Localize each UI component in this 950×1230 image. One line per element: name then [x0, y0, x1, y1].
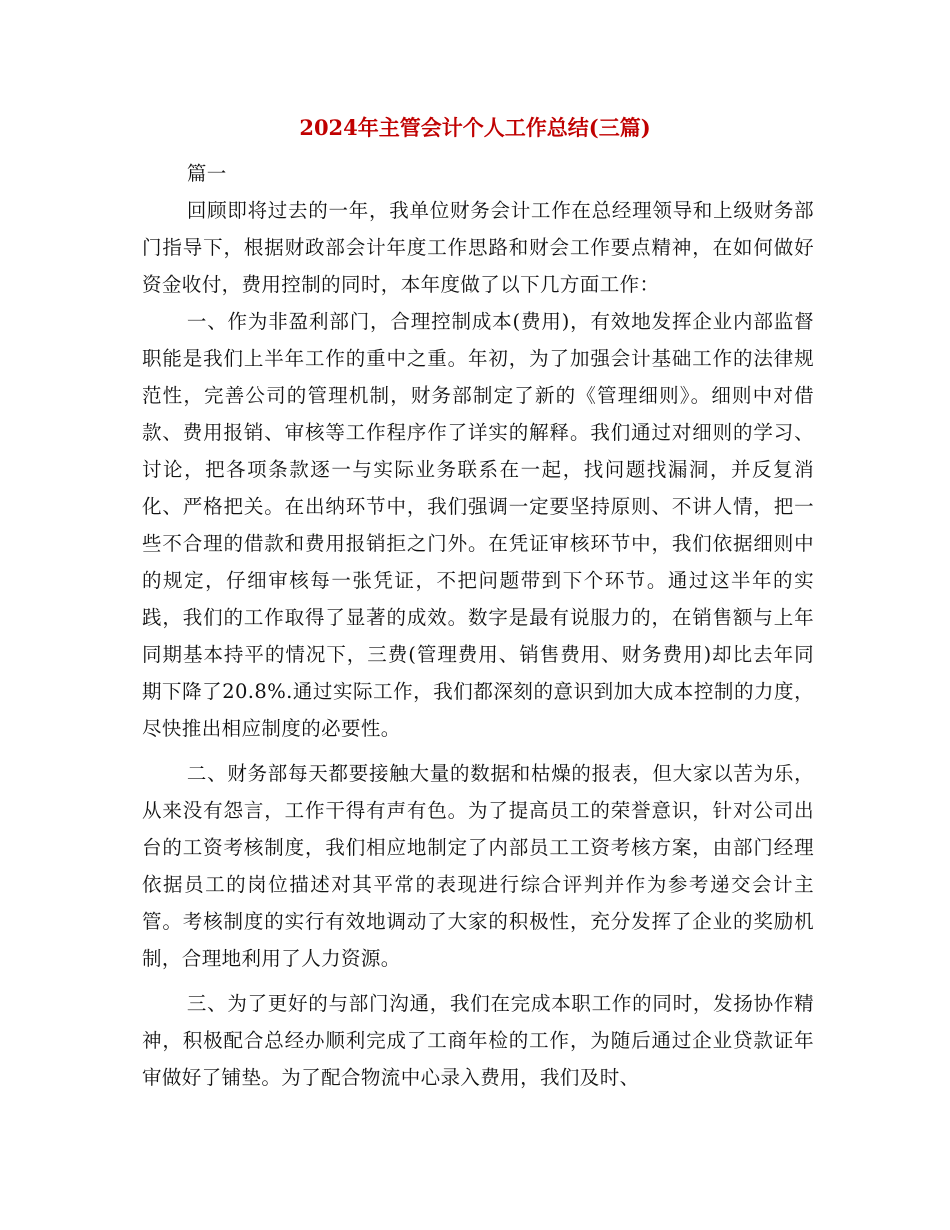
- section-label: 篇一: [186, 162, 227, 185]
- document-title: 2024年主管会计个人工作总结(三篇): [299, 115, 651, 140]
- paragraph-point-3: 三、为了更好的与部门沟通，我们在完成本职工作的同时，发扬协作精神，积极配合总经办顺利完成了工商年检的工作，为随后通过企业贷款证年审做好了铺垫。为了配合物流中心录入费用，我们及时、: [142, 992, 814, 1089]
- document-body: [142, 155, 814, 1096]
- paragraph-point-1: 一、作为非盈利部门，合理控制成本(费用)，有效地发挥企业内部监督职能是我们上半年工作的重中之重。年初，为了加强会计基础工作的法律规范性，完善公司的管理机制，财务部制定了新的《管理细则》。细则中对借款、费用报销、审核等工作程序作了详实的解释。我们通过对细则的学习、讨论，把各项条款逐一与实际业务联系在一起，找问题找漏洞，并反复消化、严格把关。在出纳环节中，我们强调一定要坚持原则、不讲人情，把一些不合理的借款和费用报销拒之门外。在凭证审核环节中，我们依据细则中的规定，仔细审核每一张凭证，不把问题带到下个环节。通过这半年的实践，我们的工作取得了显著的成效。数字是最有说服力的，在销售额与上年同期基本持平的情况下，三费(管理费用、销售费用、财务费用)却比去年同期下降了20.8%.通过实际工作，我们都深刻的意识到加大成本控制的力度，尽快推出相应制度的必要性。: [142, 310, 814, 740]
- paragraph-point-2: 二、财务部每天都要接触大量的数据和枯燥的报表，但大家以苦为乐，从来没有怨言，工作干得有声有色。为了提高员工的荣誉意识，针对公司出台的工资考核制度，我们相应地制定了内部员工工资考核方案，由部门经理依据员工的岗位描述对其平常的表现进行综合评判并作为参考递交会计主管。考核制度的实行有效地调动了大家的积极性，充分发挥了企业的奖励机制，合理地利用了人力资源。: [142, 762, 814, 970]
- paragraph-intro: 回顾即将过去的一年，我单位财务会计工作在总经理领导和上级财务部门指导下，根据财政部会计年度工作思路和财会工作要点精神，在如何做好资金收付，费用控制的同时，本年度做了以下几方面工作：: [142, 199, 814, 296]
